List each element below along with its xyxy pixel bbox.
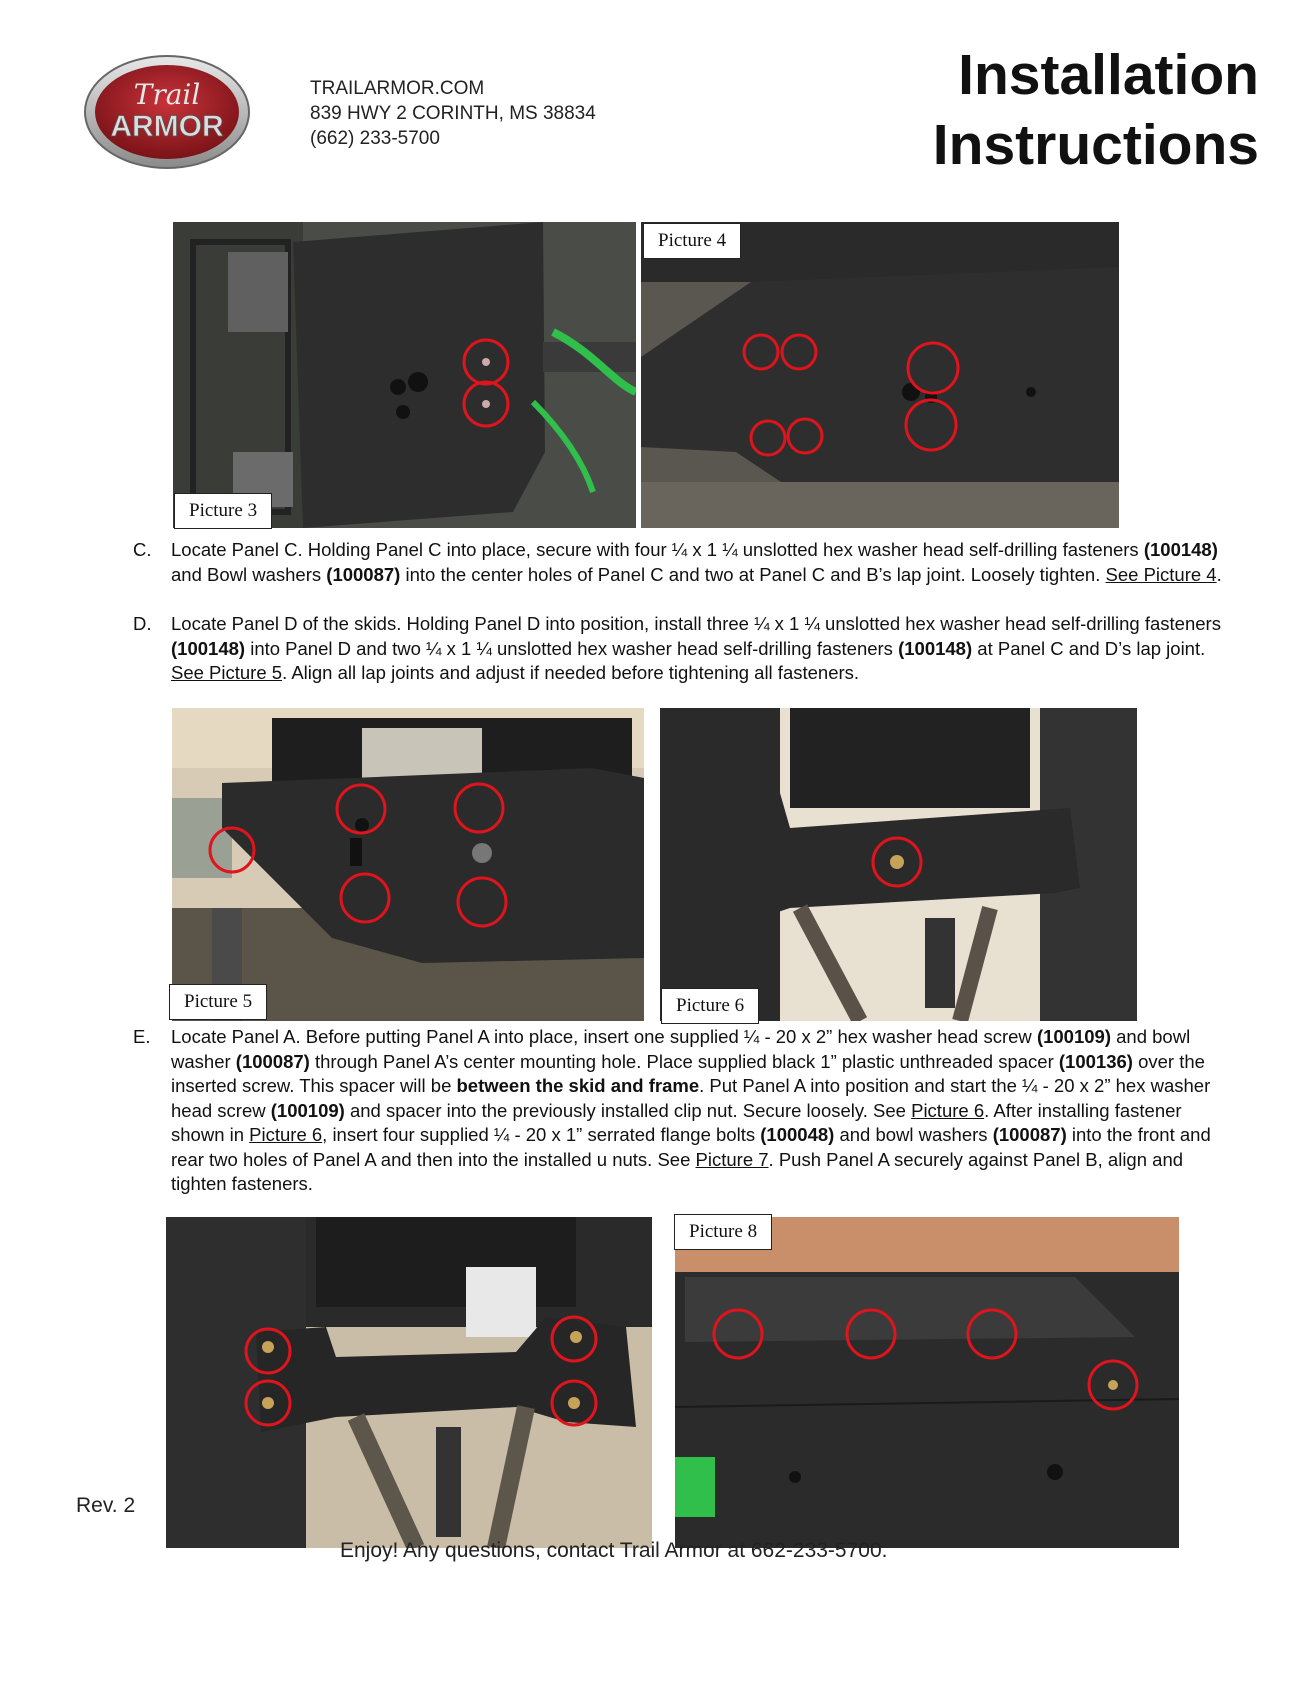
picture-7-link: Picture 7 (695, 1148, 769, 1170)
step-d: D. Locate Panel D of the skids. Holding Panel D into position, install three ¼ x 1 ¼ unslotted hex washer head self-drilling fasteners (100148) into Panel D and two ¼ x 1 ¼ unslotted hex washer head self-drilling fasteners (100148) at Panel C and D’s lap joint. See Picture 5. Align all lap joints and adjust if needed before tightening all fasteners. (133, 613, 1221, 683)
picture-6-link-2: Picture 6 (249, 1124, 323, 1145)
step-e: E. Locate Panel A. Before putting Panel A into place, insert one supplied ¼ - 20 x 2” hex washer head screw (100109) and bowl washer (100087) through Panel A’s center mounting hole. Place supplied black 1” plastic unthreaded spacer (100136) over the inserted screw. This spacer will be between the skid and frame. Put Panel A into position and start the ¼ - 20 x 2” hex washer head screw (100109) and spacer into the previously installed clip nut. Secure loosely. See Picture 6. After installing fastener shown in Picture 6, insert four supplied ¼ - 20 x 1” serrated flange bolts (100048) and bowl washers (100087) into the front and rear two holes of Panel A and then into the installed u nuts. See Picture 7. Push Panel A securely against Panel B, align and tighten fasteners. (133, 1026, 1211, 1194)
page-title: Installation Instructions (932, 43, 1259, 177)
trail-armor-logo (82, 52, 252, 172)
photo-picture-8 (675, 1217, 1179, 1548)
photo-picture-5 (172, 708, 644, 1021)
picture-8-label: Picture 8 (674, 1214, 772, 1250)
see-picture-5-link: See Picture 5 (171, 662, 283, 683)
contact-block (310, 76, 596, 151)
picture-4-label: Picture 4 (643, 223, 741, 259)
photo-picture-4 (641, 222, 1119, 528)
picture-5-label: Picture 5 (169, 984, 267, 1020)
picture-6-link: Picture 6 (911, 1099, 985, 1121)
phone-text: (662) 233-5700 (310, 128, 440, 149)
website-text: TRAILARMOR.COM (310, 78, 485, 99)
picture-3-label: Picture 3 (174, 493, 272, 529)
footer-contact: Enjoy! Any questions, contact Trail Armor at 662-233-5700. (340, 1539, 888, 1562)
photo-picture-6 (660, 708, 1137, 1021)
svg-text:Trail: Trail (133, 78, 201, 111)
photo-picture-3 (173, 222, 636, 528)
revision-label: Rev. 2 (76, 1494, 136, 1517)
address-text: 839 HWY 2 CORINTH, MS 38834 (310, 103, 596, 124)
step-c: C. Locate Panel C. Holding Panel C into place, secure with four ¼ x 1 ¼ unslotted hex washer head self-drilling fasteners (100148) and Bowl washers (100087) into the center holes of Panel C and two at Panel C and B’s lap joint. Loosely tighten. See Picture 4. (133, 539, 1222, 585)
photo-picture-7 (166, 1217, 652, 1548)
picture-6-label: Picture 6 (661, 988, 759, 1024)
see-picture-4-link: See Picture 4 (1105, 563, 1217, 585)
svg-text:ARMOR: ARMOR (110, 110, 224, 143)
